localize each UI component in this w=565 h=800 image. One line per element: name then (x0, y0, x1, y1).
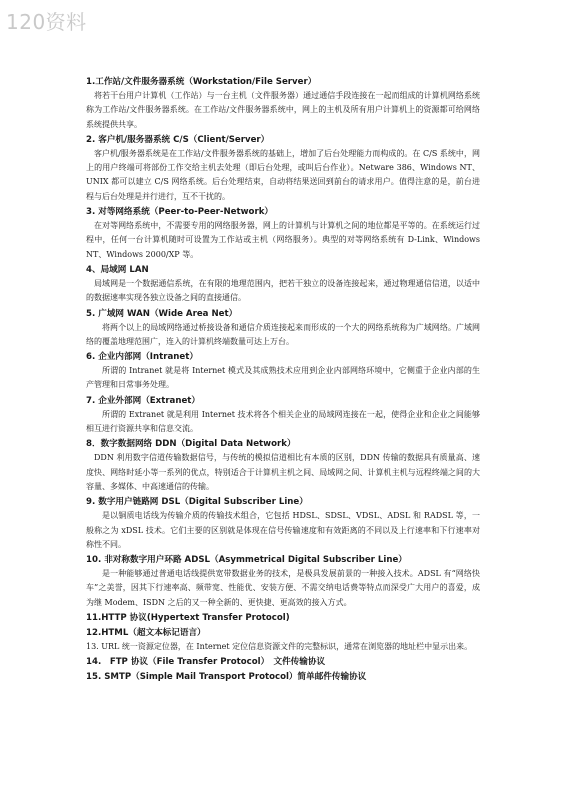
section-heading: 9. 数字用户链路网 DSL（Digital Subscriber Line） (86, 497, 308, 508)
section-heading: 3. 对等网络系统（Peer-to-Peer-Network） (86, 207, 274, 218)
section-dsl (86, 495, 480, 552)
section-intranet (86, 350, 480, 393)
section-heading: 11.HTTP 协议(Hypertext Transfer Protocol) (86, 613, 290, 624)
section-paragraph: 在对等网络系统中，不需要专用的网络服务器，网上的计算机与计算机之间的地位都是平等的。在系统运行过程中，任何一台计算机随时可设置为工作站或主机（网络服务）。典型的对等网络系统有 D-Link、Windows NT、Windows 2000/XP 等。 (86, 221, 480, 259)
watermark-logo: 120资料 (6, 10, 87, 34)
document-body (86, 74, 480, 684)
section-url (86, 640, 480, 654)
section-ftp (86, 655, 480, 669)
section-heading: 6. 企业内部网（Intranet） (86, 352, 198, 363)
section-workstation-file-server (86, 75, 480, 132)
section-heading: 15. SMTP（Simple Mail Transport Protocol）简单邮件传输协议 (86, 672, 367, 683)
section-heading: 2. 客户机/服务器系统 C/S（Client/Server） (86, 134, 270, 145)
section-lan (86, 263, 480, 306)
section-ddn (86, 437, 480, 494)
section-heading: 5. 广域网 WAN（Wide Area Net） (86, 308, 238, 319)
section-client-server (86, 133, 480, 204)
section-heading: 4、局域网 LAN (86, 264, 149, 275)
section-paragraph: 13. URL 统一资源定位器，在 Internet 定位信息资源文件的完整标识，通常在浏览器的地址栏中显示出来。 (86, 642, 473, 652)
section-heading: 1.工作站/文件服务器系统（Workstation/File Server） (86, 77, 317, 87)
section-heading: 8．数字数据网络 DDN（Digital Data Network） (86, 439, 296, 450)
section-heading: 7. 企业外部网（Extranet） (86, 395, 201, 406)
section-extranet (86, 394, 480, 437)
section-peer-to-peer (86, 205, 480, 262)
section-heading: 10. 非对称数字用户环路 ADSL（Asymmetrical Digital Subscriber Line） (86, 555, 407, 566)
section-wan (86, 307, 480, 350)
section-paragraph: 客户机/服务器系统是在工作站/文件服务器系统的基础上，增加了后台处理能力而构成的。在 C/S 系统中，网上的用户终端可将部份工作交给主机去处理（即后台处理，或叫后台作业）。Netware 386、Windows NT、UNIX 都可以建立 C/S 网络系统。后台处理结束，自动将结果送回到前台的请求用户。值得注意的是，前台进程与后台处理是并行进行，互不干扰的。 (86, 148, 480, 201)
section-html (86, 626, 480, 640)
section-paragraph: 是一种能够通过普通电话线提供宽带数据业务的技术，是极具发展前景的一种接入技术。ADSL 有“网络快车”之美誉，因其下行速率高、频带宽、性能优、安装方便、不需交纳电话费等特点而深受广大用户的喜爱，成为继 Modem、ISDN 之后的又一种全新的、更快捷、更高效的接入方式。 (86, 569, 480, 607)
section-paragraph: 将若干台用户计算机（工作站）与一台主机（文件服务器）通过通信手段连接在一起而组成的计算机网络系统称为工作站/文件服务器系统。在工作站/文件服务器系统中，网上的主机及所有用户计算机上的资源都可给网络系统提供共享。 (86, 91, 480, 129)
section-paragraph: 所谓的 Intranet 就是将 Internet 模式及其成熟技术应用到企业内部网络环境中，它侧重于企业内部的生产管理和日常事务处理。 (86, 366, 480, 390)
section-paragraph: 是以铜质电话线为传输介质的传输技术组合，它包括 HDSL、SDSL、VDSL、ADSL 和 RADSL 等，一般称之为 xDSL 技术。它们主要的区别就是体现在信号传输速度和有效距离的不同以及上行速率和下行速率对称性不同。 (86, 511, 480, 549)
section-adsl (86, 553, 480, 610)
section-heading: 14. FTP 协议（File Transfer Protocol） 文件传输协议 (86, 657, 326, 668)
section-paragraph: 将两个以上的局域网络通过桥接设备和通信介质连接起来而形成的一个大的网络系统称为广域网络。广域网络的覆盖地理范围广，连入的计算机终端数量可达上万台。 (86, 322, 480, 346)
section-smtp (86, 670, 480, 684)
section-heading: 12.HTML（超文本标记语言） (86, 628, 206, 639)
section-paragraph: 局域网是一个数据通信系统，在有限的地理范围内，把若干独立的设备连接起来，通过物理通信信道，以适中的数据速率实现各独立设备之间的直接通信。 (86, 278, 480, 303)
section-paragraph: DDN 利用数字信道传输数据信号，与传统的模拟信道相比有本质的区别，DDN 传输的数据具有质量高、速度快、网络时延小等一系列的优点，特别适合于计算机主机之间、局域网之间、计算机主机与远程终端之间的大容量、多媒体、中高速通信的传输。 (86, 453, 480, 491)
section-paragraph: 所谓的 Extranet 就是利用 Internet 技术将各个相关企业的局域网连接在一起，使得企业和企业之间能够相互进行资源共享和信息交流。 (86, 409, 480, 434)
section-http (86, 611, 480, 625)
